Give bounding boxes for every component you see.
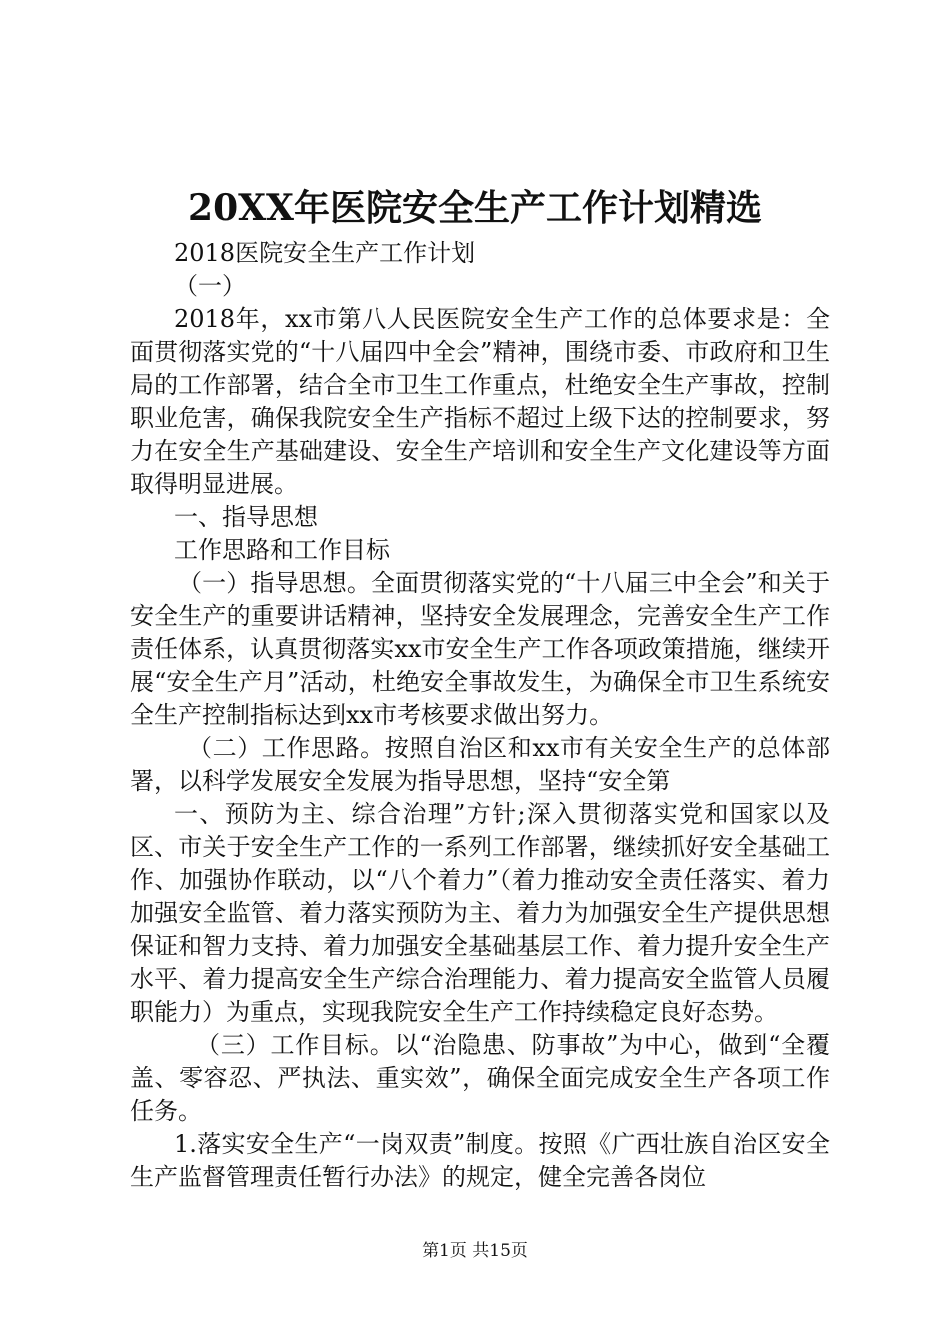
paragraph-policy-focus: 一、预防为主、综合治理”方针;深入贯彻落实党和国家以及区、市关于安全生产工作的一系列工作部署，继续抓好安全基础工作、加强协作联动，以“八个着力”（着力推动安全责任落实、着力加强安全监管、着力落实预防为主、着力为加强安全生产提供思想保证和智力支持、着力加强安全基础基层工作、着力提升安全生产水平、着力提高安全生产综合治理能力、着力提高安全监管人员履职能力）为重点，实现我院安全生产工作持续稳定良好态势。: [130, 800, 830, 1026]
paragraph-item-1: 1.落实安全生产“一岗双责”制度。按照《广西壮族自治区安全生产监督管理责任暂行办法》的规定，健全完善各岗位: [130, 1130, 830, 1191]
paragraph-section-number: （一）: [174, 272, 246, 300]
page-number-footer: 第1页 共15页: [422, 1241, 528, 1261]
paragraph-heading-guiding-ideology: 一、指导思想: [174, 503, 318, 531]
document-title: 20XX年医院安全生产工作计划精选: [188, 187, 762, 229]
paragraph-guiding-ideology: （一）指导思想。全面贯彻落实党的“十八届三中全会”和关于安全生产的重要讲话精神，坚持安全发展理念，完善安全生产工作责任体系，认真贯彻落实xx市安全生产工作各项政策措施，继续开展“安全生产月”活动，杜绝安全事故发生，为确保全市卫生系统安全生产控制指标达到xx市考核要求做出努力。: [130, 569, 830, 729]
paragraph-work-ideas: （二）工作思路。按照自治区和xx市有关安全生产的总体部署，以科学发展安全发展为指导思想，坚持“安全第: [130, 734, 830, 795]
paragraph-overall-requirements: 2018年，xx市第八人民医院安全生产工作的总体要求是：全面贯彻落实党的“十八届四中全会”精神，围绕市委、市政府和卫生局的工作部署，结合全市卫生工作重点，杜绝安全生产事故，控制职业危害，确保我院安全生产指标不超过上级下达的控制要求，努力在安全生产基础建设、安全生产培训和安全生产文化建设等方面取得明显进展。: [130, 305, 830, 498]
document-body: [130, 237, 830, 1194]
paragraph-heading-work-ideas-goals: 工作思路和工作目标: [174, 536, 390, 564]
paragraph-work-goals: （三）工作目标。以“治隐患、防事故”为中心，做到“全覆盖、零容忍、严执法、重实效”，确保全面完成安全生产各项工作任务。: [130, 1031, 830, 1125]
paragraph-subtitle: 2018医院安全生产工作计划: [174, 239, 476, 267]
